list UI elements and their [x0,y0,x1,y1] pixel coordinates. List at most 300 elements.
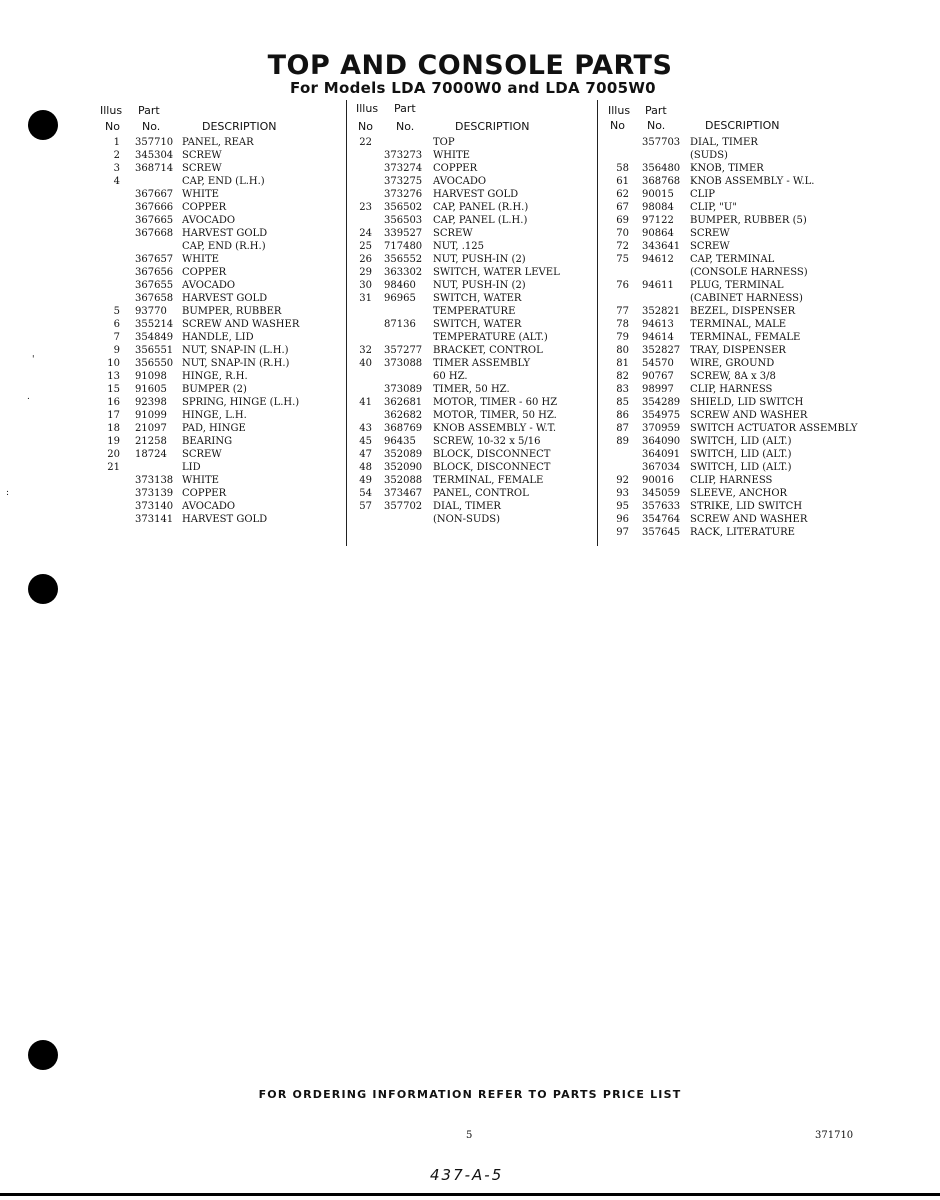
part-number: 98997 [642,384,674,395]
part-description: SWITCH, LID (ALT.) [690,462,792,473]
part-description: COPPER [433,163,478,174]
parts-row [100,292,345,305]
parts-row [100,487,345,500]
part-number: 94612 [642,254,674,265]
part-number: 368768 [642,176,681,187]
parts-row [100,474,345,487]
illus-number: 30 [359,280,372,291]
part-description: SCREW [690,228,730,239]
parts-row [100,188,345,201]
part-description: PANEL, CONTROL [433,488,529,499]
illus-number: 58 [616,163,629,174]
part-description: WHITE [182,189,219,200]
page-number: 5 [466,1130,473,1141]
parts-row [354,409,594,422]
column-divider-2 [597,100,598,546]
parts-row [354,500,594,513]
parts-row [354,240,594,253]
part-description: SWITCH, LID (ALT.) [690,436,792,447]
illus-number: 70 [616,228,629,239]
page-subtitle: For Models LDA 7000W0 and LDA 7005W0 [290,79,656,97]
document-number: 371710 [815,1130,854,1141]
illus-number: 57 [359,501,372,512]
parts-row [605,175,895,188]
illus-number: 95 [616,501,629,512]
illus-number: 3 [113,163,120,174]
parts-list-2 [354,136,594,526]
part-number: 357645 [642,527,681,538]
part-description: DIAL, TIMER [433,501,501,512]
illus-number: 20 [107,449,120,460]
part-description: SWITCH ACTUATOR ASSEMBLY [690,423,858,434]
parts-row [605,305,895,318]
parts-row [605,513,895,526]
header-part-no: No. [142,120,161,133]
illus-number: 97 [616,527,629,538]
part-number: 355214 [135,319,174,330]
part-number: 354289 [642,397,681,408]
illus-number: 92 [616,475,629,486]
header-part-no: No. [647,119,666,132]
part-number: 367667 [135,189,174,200]
column-header [605,100,895,136]
part-description: COPPER [182,202,227,213]
part-description: CLIP [690,189,715,200]
part-description: WHITE [433,150,470,161]
parts-row [354,474,594,487]
illus-number: 75 [616,254,629,265]
parts-row [605,149,895,162]
part-number: 373138 [135,475,174,486]
parts-row [605,474,895,487]
parts-row [605,357,895,370]
part-number: 343641 [642,241,681,252]
illus-number: 85 [616,397,629,408]
parts-row [354,396,594,409]
illus-number: 29 [359,267,372,278]
parts-row [605,448,895,461]
illus-number: 81 [616,358,629,369]
part-description: BEARING [182,436,233,447]
illus-number: 69 [616,215,629,226]
parts-row [354,448,594,461]
part-description: LID [182,462,201,473]
illus-number: 6 [113,319,120,330]
parts-row [100,214,345,227]
parts-row [605,266,895,279]
parts-row [605,487,895,500]
part-description: BUMPER, RUBBER (5) [690,215,807,226]
parts-row [605,383,895,396]
part-description: 60 HZ. [433,371,468,382]
parts-row [100,318,345,331]
part-number: 367034 [642,462,681,473]
part-description: SWITCH, LID (ALT.) [690,449,792,460]
part-description: CAP, PANEL (L.H.) [433,215,528,226]
part-number: 367666 [135,202,174,213]
part-number: 362682 [384,410,423,421]
part-description: CLIP, "U" [690,202,737,213]
part-number: 367658 [135,293,174,304]
part-number: 90864 [642,228,674,239]
part-number: 93770 [135,306,167,317]
illus-number: 78 [616,319,629,330]
part-number: 367668 [135,228,174,239]
part-description: (SUDS) [690,150,728,161]
part-number: 96965 [384,293,416,304]
header-description: DESCRIPTION [705,119,780,132]
part-description: TERMINAL, FEMALE [690,332,801,343]
parts-row [100,500,345,513]
part-description: PLUG, TERMINAL [690,280,784,291]
parts-row [354,383,594,396]
part-number: 373089 [384,384,423,395]
parts-row [605,318,895,331]
parts-row [354,292,594,305]
part-number: 364091 [642,449,681,460]
header-illus: Illus [356,102,379,115]
parts-row [100,370,345,383]
parts-row [605,370,895,383]
illus-number: 7 [113,332,120,343]
parts-column-1 [100,100,345,526]
part-number: 352090 [384,462,423,473]
part-description: HINGE, R.H. [182,371,248,382]
part-description: CAP, END (R.H.) [182,241,266,252]
parts-row [100,409,345,422]
part-number: 357710 [135,137,174,148]
part-number: 54570 [642,358,674,369]
part-description: RACK, LITERATURE [690,527,795,538]
part-description: CLIP, HARNESS [690,475,773,486]
part-number: 357703 [642,137,681,148]
part-number: 363302 [384,267,423,278]
part-description: SPRING, HINGE (L.H.) [182,397,300,408]
part-number: 362681 [384,397,423,408]
part-number: 352088 [384,475,423,486]
part-number: 373088 [384,358,423,369]
part-number: 90015 [642,189,674,200]
illus-number: 83 [616,384,629,395]
parts-row [100,279,345,292]
parts-row [100,461,345,474]
part-description: TEMPERATURE [433,306,516,317]
parts-row [354,201,594,214]
part-description: CAP, END (L.H.) [182,176,265,187]
illus-number: 72 [616,241,629,252]
illus-number: 22 [359,137,372,148]
part-number: 357702 [384,501,423,512]
part-number: 91099 [135,410,167,421]
part-description: NUT, SNAP-IN (L.H.) [182,345,289,356]
part-description: SWITCH, WATER [433,293,522,304]
part-number: 92398 [135,397,167,408]
part-number: 97122 [642,215,674,226]
parts-row [100,344,345,357]
parts-row [100,227,345,240]
column-header [100,100,345,136]
parts-row [605,201,895,214]
column-divider-1 [346,100,347,546]
part-description: COPPER [182,488,227,499]
part-description: (NON-SUDS) [433,514,501,525]
part-description: AVOCADO [182,215,236,226]
parts-row [605,435,895,448]
parts-row [100,513,345,526]
parts-row [100,162,345,175]
scan-speck: : [6,488,10,498]
part-description: WHITE [182,254,219,265]
illus-number: 26 [359,254,372,265]
part-number: 354849 [135,332,174,343]
illus-number: 54 [359,488,372,499]
illus-number: 96 [616,514,629,525]
part-number: 373275 [384,176,423,187]
part-description: SCREW [182,163,222,174]
illus-number: 24 [359,228,372,239]
part-number: 373276 [384,189,423,200]
part-description: HARVEST GOLD [182,228,268,239]
parts-row [100,175,345,188]
parts-row [605,422,895,435]
part-description: DIAL, TIMER [690,137,758,148]
part-number: 345304 [135,150,174,161]
illus-number: 49 [359,475,372,486]
header-description: DESCRIPTION [202,120,277,133]
part-description: SCREW, 8A x 3/8 [690,371,776,382]
parts-row [354,136,594,149]
part-description: TERMINAL, FEMALE [433,475,544,486]
illus-number: 77 [616,306,629,317]
illus-number: 32 [359,345,372,356]
part-description: SCREW [433,228,473,239]
part-number: 345059 [642,488,681,499]
illus-number: 82 [616,371,629,382]
part-description: SCREW [690,241,730,252]
binder-hole-top [28,110,58,140]
parts-row [354,162,594,175]
part-description: KNOB ASSEMBLY - W.L. [690,176,815,187]
part-description: MOTOR, TIMER - 60 HZ [433,397,558,408]
parts-row [605,253,895,266]
part-number: 373467 [384,488,423,499]
header-illus: Illus [608,104,631,117]
parts-row [605,136,895,149]
parts-row [100,383,345,396]
parts-row [605,240,895,253]
part-description: BLOCK, DISCONNECT [433,449,551,460]
illus-number: 4 [113,176,120,187]
illus-number: 61 [616,176,629,187]
part-description: NUT, PUSH-IN (2) [433,280,526,291]
parts-row [354,227,594,240]
parts-row [100,357,345,370]
page-title: TOP AND CONSOLE PARTS [267,50,673,81]
part-number: 352089 [384,449,423,460]
part-number: 717480 [384,241,423,252]
part-description: WIRE, GROUND [690,358,775,369]
parts-row [354,188,594,201]
part-description: TERMINAL, MALE [690,319,787,330]
parts-column-3 [605,100,895,539]
part-description: KNOB, TIMER [690,163,764,174]
illus-number: 40 [359,358,372,369]
illus-number: 2 [113,150,120,161]
part-number: 98460 [384,280,416,291]
illus-number: 17 [107,410,120,421]
part-description: BEZEL, DISPENSER [690,306,796,317]
parts-row [605,227,895,240]
parts-row [354,149,594,162]
parts-row [354,370,594,383]
part-description: NUT, .125 [433,241,485,252]
illus-number: 5 [113,306,120,317]
part-number: 373274 [384,163,423,174]
parts-row [354,513,594,526]
header-illus-no: No [358,120,373,133]
part-number: 373273 [384,150,423,161]
scan-speck: ' [32,355,35,365]
parts-row [100,422,345,435]
illus-number: 31 [359,293,372,304]
illus-number: 67 [616,202,629,213]
parts-list-1 [100,136,345,526]
parts-row [354,253,594,266]
parts-row [354,279,594,292]
header-illus-no: No [105,120,120,133]
part-description: (CONSOLE HARNESS) [690,267,808,278]
part-description: CAP, TERMINAL [690,254,775,265]
parts-row [100,253,345,266]
illus-number: 9 [113,345,120,356]
header-illus-no: No [610,119,625,132]
parts-row [605,526,895,539]
part-number: 373141 [135,514,174,525]
parts-row [605,409,895,422]
part-description: TRAY, DISPENSER [690,345,786,356]
parts-row [354,487,594,500]
part-number: 91605 [135,384,167,395]
illus-number: 89 [616,436,629,447]
illus-number: 76 [616,280,629,291]
binder-hole-middle [28,574,58,604]
part-description: SCREW [182,150,222,161]
parts-row [605,188,895,201]
part-description: SCREW [182,449,222,460]
part-description: SLEEVE, ANCHOR [690,488,788,499]
parts-row [605,344,895,357]
parts-row [100,136,345,149]
parts-row [605,331,895,344]
part-description: HANDLE, LID [182,332,254,343]
part-description: PANEL, REAR [182,137,254,148]
part-description: MOTOR, TIMER, 50 HZ. [433,410,557,421]
part-description: WHITE [182,475,219,486]
header-illus: Illus [100,104,123,117]
part-number: 87136 [384,319,416,330]
illus-number: 23 [359,202,372,213]
part-number: 364090 [642,436,681,447]
part-description: SCREW, 10-32 x 5/16 [433,436,541,447]
illus-number: 45 [359,436,372,447]
header-part: Part [394,102,416,115]
part-description: SHIELD, LID SWITCH [690,397,804,408]
part-description: SCREW AND WASHER [690,514,808,525]
part-description: CLIP, HARNESS [690,384,773,395]
part-description: HARVEST GOLD [182,293,268,304]
part-number: 90016 [642,475,674,486]
part-description: AVOCADO [182,501,236,512]
parts-row [605,500,895,513]
illus-number: 80 [616,345,629,356]
part-number: 356480 [642,163,681,174]
part-number: 367655 [135,280,174,291]
part-number: 356502 [384,202,423,213]
part-description: HARVEST GOLD [433,189,519,200]
part-number: 352827 [642,345,681,356]
part-description: SCREW AND WASHER [182,319,300,330]
parts-row [354,214,594,227]
part-description: SCREW AND WASHER [690,410,808,421]
part-number: 356551 [135,345,174,356]
parts-row [100,448,345,461]
parts-row [605,396,895,409]
part-description: SWITCH, WATER [433,319,522,330]
parts-row [100,149,345,162]
part-description: COPPER [182,267,227,278]
scan-speck: . [27,392,30,402]
parts-row [100,331,345,344]
parts-row [100,266,345,279]
parts-row [605,162,895,175]
parts-list-3 [605,136,895,539]
part-number: 373140 [135,501,174,512]
parts-row [605,461,895,474]
part-number: 352821 [642,306,681,317]
parts-row [100,305,345,318]
part-number: 367656 [135,267,174,278]
part-number: 367657 [135,254,174,265]
part-number: 354975 [642,410,681,421]
part-description: HINGE, L.H. [182,410,247,421]
parts-row [354,435,594,448]
part-number: 18724 [135,449,167,460]
part-number: 94614 [642,332,674,343]
parts-row [605,214,895,227]
header-part: Part [645,104,667,117]
part-description: PAD, HINGE [182,423,246,434]
part-description: AVOCADO [433,176,487,187]
illus-number: 62 [616,189,629,200]
bottom-rule [0,1193,940,1196]
part-number: 370959 [642,423,681,434]
parts-row [354,461,594,474]
part-number: 368769 [384,423,423,434]
parts-row [354,318,594,331]
part-number: 21097 [135,423,167,434]
part-description: HARVEST GOLD [182,514,268,525]
parts-row [354,357,594,370]
part-description: BUMPER, RUBBER [182,306,282,317]
illus-number: 47 [359,449,372,460]
part-number: 356503 [384,215,423,226]
illus-number: 21 [107,462,120,473]
illus-number: 16 [107,397,120,408]
illus-number: 10 [107,358,120,369]
part-description: TIMER ASSEMBLY [433,358,531,369]
parts-row [100,240,345,253]
part-description: NUT, SNAP-IN (R.H.) [182,358,290,369]
